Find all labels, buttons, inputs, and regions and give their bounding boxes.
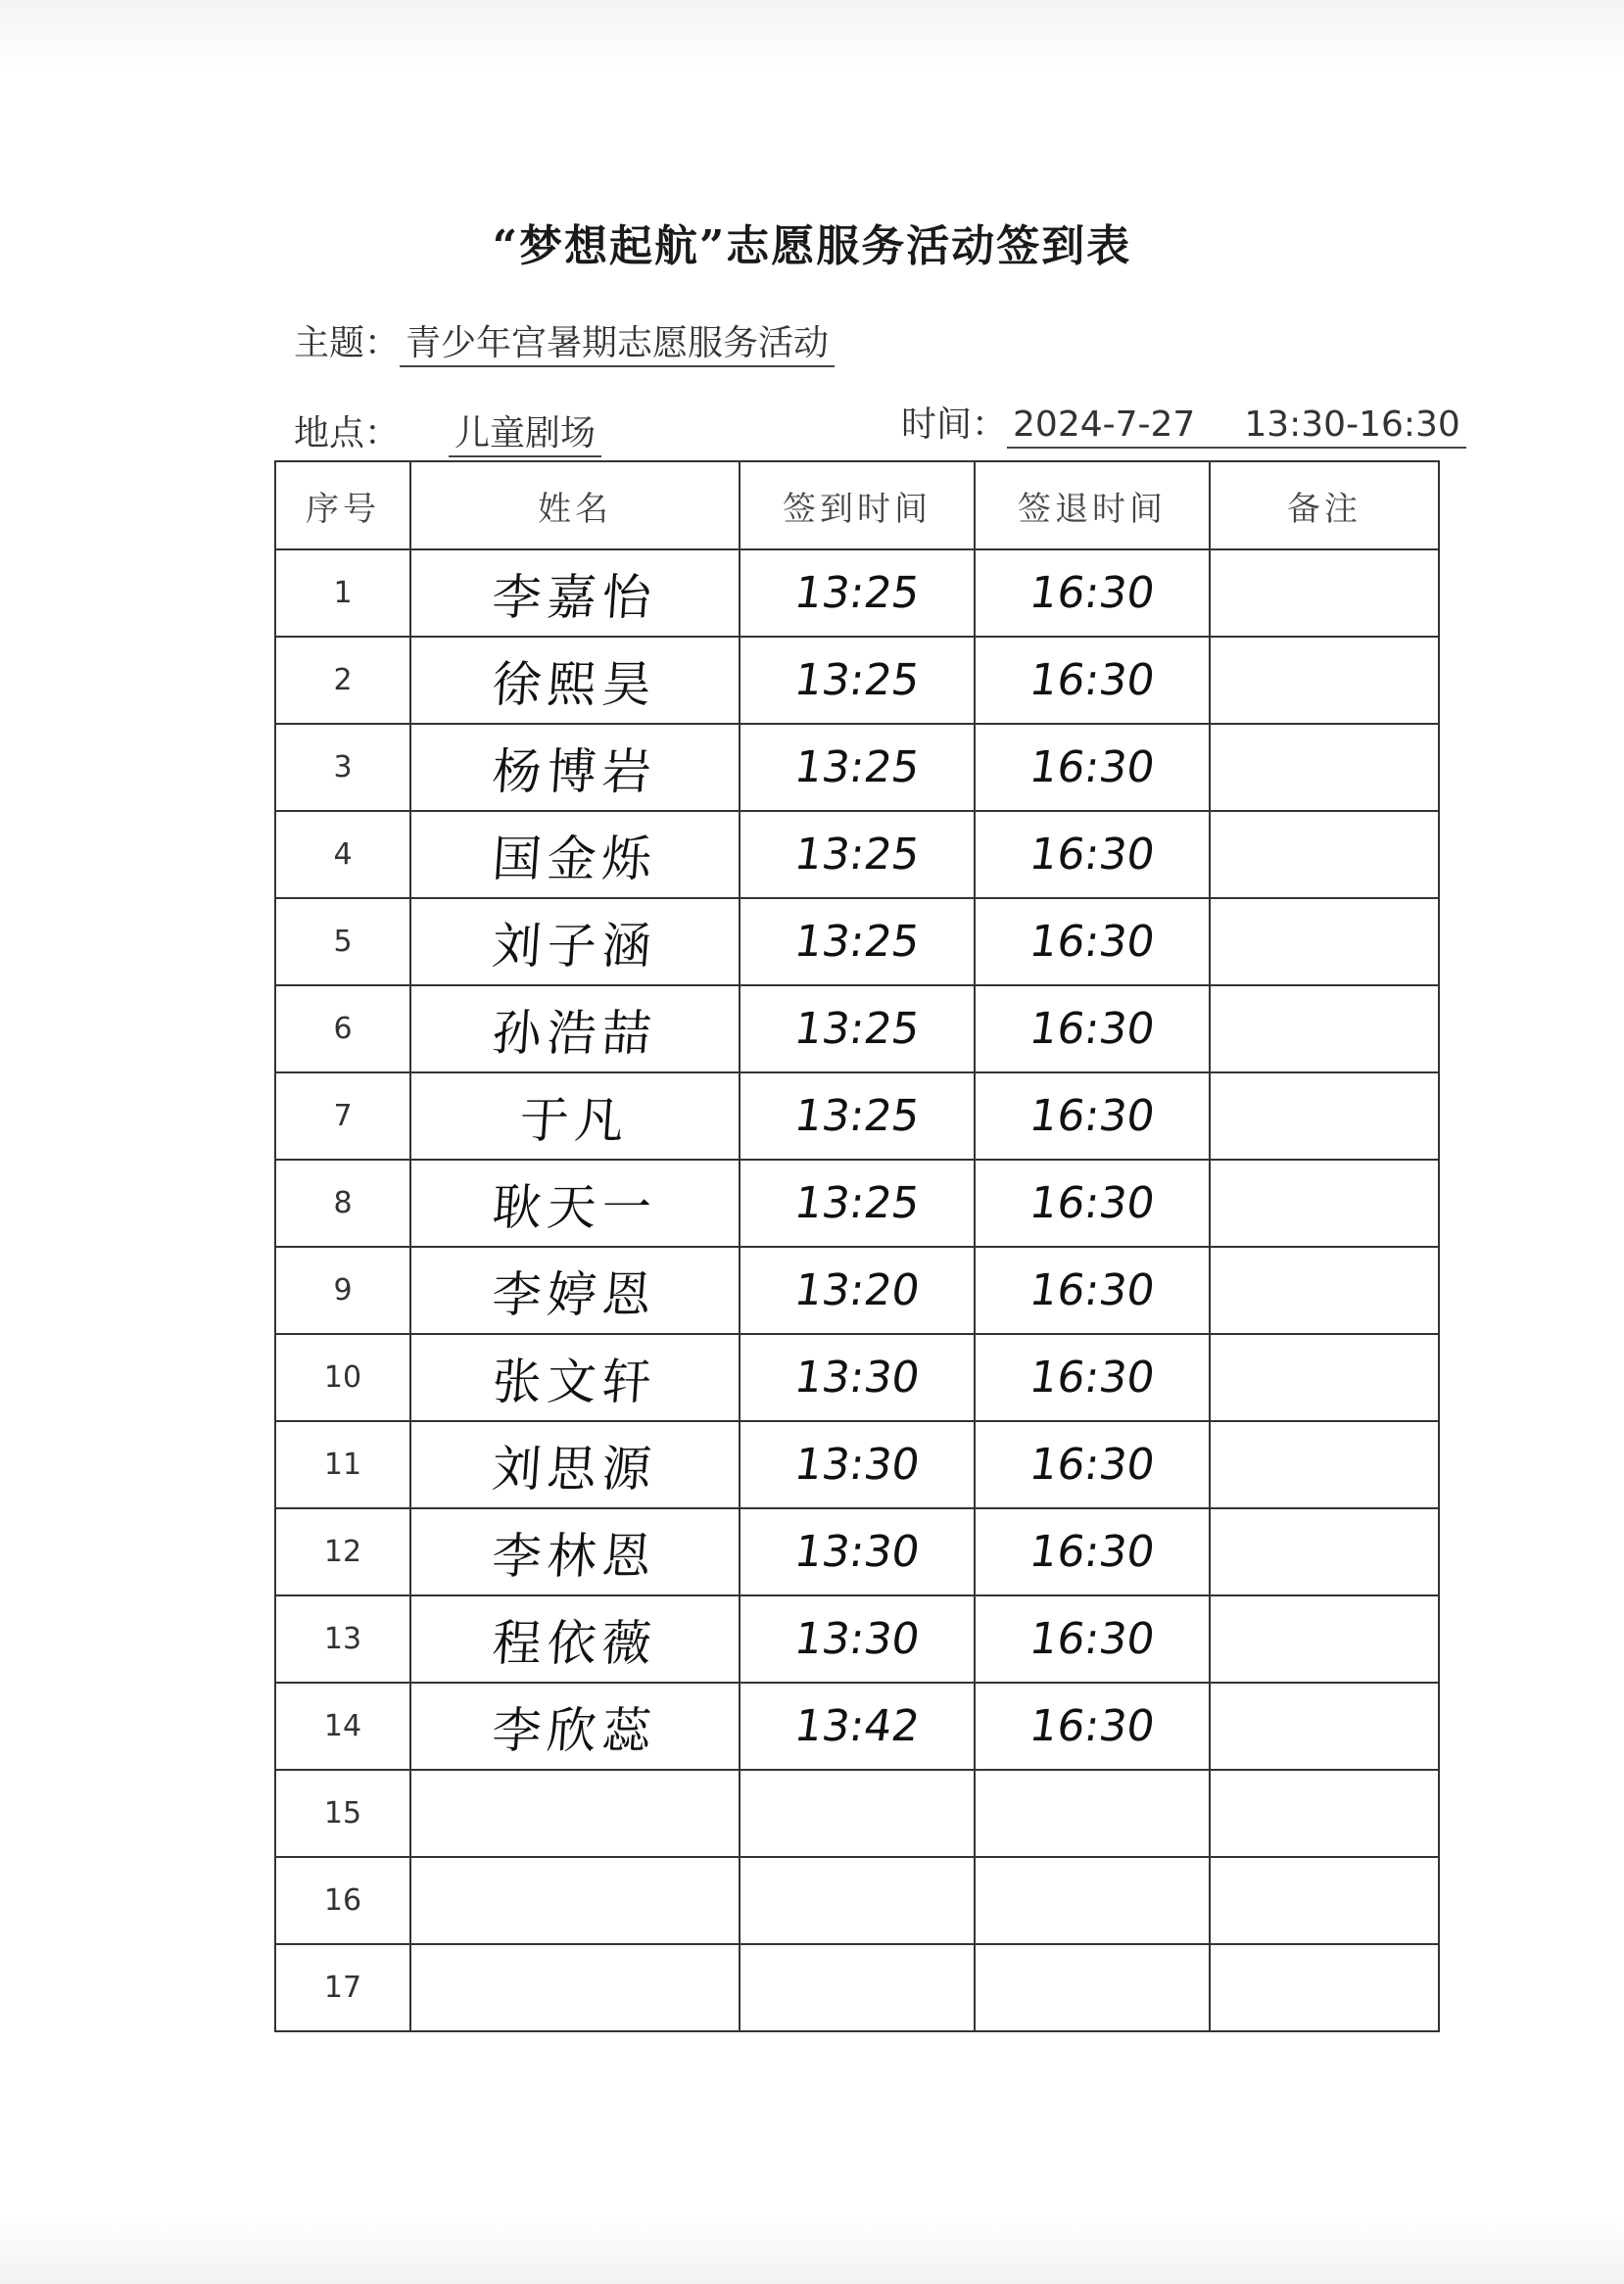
table-row xyxy=(275,1334,1439,1421)
row-seq: 9 xyxy=(275,1247,410,1334)
row-name: 刘思源 xyxy=(407,1421,742,1508)
header-sign-in-time: 签到时间 xyxy=(740,461,975,549)
row-sign-out-time: 16:30 xyxy=(969,1421,1217,1508)
row-sign-in-time: 13:30 xyxy=(734,1508,981,1595)
page-title: “梦想起航”志愿服务活动签到表 xyxy=(492,221,1132,271)
time-line xyxy=(901,397,1466,447)
row-name: 杨博岩 xyxy=(407,724,742,811)
time-range-text: 13:30-16:30 xyxy=(1244,404,1460,445)
row-note xyxy=(1210,637,1439,724)
row-note xyxy=(1210,1421,1439,1508)
row-note xyxy=(1210,724,1439,811)
row-name: 耿天一 xyxy=(407,1160,742,1247)
row-note xyxy=(1210,1683,1439,1770)
table-row xyxy=(275,898,1439,985)
table-row xyxy=(275,1595,1439,1683)
place-line xyxy=(294,405,601,455)
row-sign-in-time: 13:25 xyxy=(734,1160,981,1247)
row-sign-out-time: 16:30 xyxy=(969,898,1217,985)
table-row xyxy=(275,811,1439,898)
table-row xyxy=(275,1421,1439,1508)
row-note xyxy=(1210,1857,1439,1944)
table-header-row xyxy=(275,461,1439,549)
row-sign-in-time: 13:30 xyxy=(734,1334,981,1421)
row-note xyxy=(1210,898,1439,985)
row-sign-in-time xyxy=(734,1944,981,2031)
row-sign-in-time: 13:42 xyxy=(734,1683,981,1770)
table-row xyxy=(275,985,1439,1072)
row-seq: 4 xyxy=(275,811,410,898)
row-sign-out-time xyxy=(969,1944,1217,2031)
row-sign-out-time: 16:30 xyxy=(969,1508,1217,1595)
row-sign-out-time: 16:30 xyxy=(969,985,1217,1072)
row-seq: 2 xyxy=(275,637,410,724)
row-sign-in-time: 13:25 xyxy=(734,898,981,985)
row-note xyxy=(1210,1072,1439,1160)
row-seq: 15 xyxy=(275,1770,410,1857)
row-sign-out-time: 16:30 xyxy=(969,1247,1217,1334)
row-sign-in-time xyxy=(734,1770,981,1857)
row-name xyxy=(407,1857,742,1944)
row-sign-out-time xyxy=(969,1770,1217,1857)
row-sign-out-time xyxy=(969,1857,1217,1944)
row-name xyxy=(407,1944,742,2031)
row-name: 于凡 xyxy=(407,1072,742,1160)
table-row xyxy=(275,1508,1439,1595)
row-sign-out-time: 16:30 xyxy=(969,1160,1217,1247)
row-sign-out-time: 16:30 xyxy=(969,811,1217,898)
row-note xyxy=(1210,1160,1439,1247)
table-row xyxy=(275,1247,1439,1334)
time-label: 时间： xyxy=(901,404,1008,445)
table-row xyxy=(275,1944,1439,2031)
row-note xyxy=(1210,1247,1439,1334)
row-name: 张文轩 xyxy=(407,1334,742,1421)
row-sign-out-time: 16:30 xyxy=(969,637,1217,724)
row-note xyxy=(1210,1595,1439,1683)
row-sign-in-time xyxy=(734,1857,981,1944)
table-row xyxy=(275,1072,1439,1160)
row-name xyxy=(407,1770,742,1857)
row-name: 李欣蕊 xyxy=(407,1683,742,1770)
table-row xyxy=(275,1683,1439,1770)
row-sign-out-time: 16:30 xyxy=(969,549,1217,637)
row-sign-out-time: 16:30 xyxy=(969,1683,1217,1770)
table-row xyxy=(275,549,1439,637)
row-seq: 16 xyxy=(275,1857,410,1944)
table-row xyxy=(275,724,1439,811)
table-row xyxy=(275,637,1439,724)
row-sign-out-time: 16:30 xyxy=(969,1072,1217,1160)
row-name: 李婷恩 xyxy=(407,1247,742,1334)
header-name: 姓名 xyxy=(410,461,740,549)
table-row xyxy=(275,1160,1439,1247)
row-sign-out-time: 16:30 xyxy=(969,724,1217,811)
row-seq: 17 xyxy=(275,1944,410,2031)
table-row xyxy=(275,1770,1439,1857)
theme-line xyxy=(294,315,835,365)
row-sign-out-time: 16:30 xyxy=(969,1595,1217,1683)
row-sign-in-time: 13:25 xyxy=(734,985,981,1072)
header-seq: 序号 xyxy=(275,461,410,549)
row-seq: 12 xyxy=(275,1508,410,1595)
row-name: 国金烁 xyxy=(407,811,742,898)
place-label: 地点： xyxy=(294,413,401,453)
row-name: 徐熙昊 xyxy=(407,637,742,724)
row-seq: 6 xyxy=(275,985,410,1072)
date-text: 2024-7-27 xyxy=(1013,404,1196,445)
table-body xyxy=(275,549,1439,2031)
row-sign-in-time: 13:25 xyxy=(734,549,981,637)
row-name: 程依薇 xyxy=(407,1595,742,1683)
row-name: 李林恩 xyxy=(407,1508,742,1595)
row-seq: 11 xyxy=(275,1421,410,1508)
date-value xyxy=(1007,404,1466,449)
row-sign-in-time: 13:20 xyxy=(734,1247,981,1334)
row-note xyxy=(1210,1944,1439,2031)
row-name: 李嘉怡 xyxy=(407,549,742,637)
row-seq: 8 xyxy=(275,1160,410,1247)
row-seq: 3 xyxy=(275,724,410,811)
header-sign-out-time: 签退时间 xyxy=(975,461,1210,549)
row-sign-in-time: 13:25 xyxy=(734,724,981,811)
row-name: 刘子涵 xyxy=(407,898,742,985)
row-seq: 1 xyxy=(275,549,410,637)
row-sign-in-time: 13:30 xyxy=(734,1421,981,1508)
header-note: 备注 xyxy=(1210,461,1439,549)
theme-label: 主题： xyxy=(294,323,401,363)
row-note xyxy=(1210,1770,1439,1857)
row-seq: 13 xyxy=(275,1595,410,1683)
row-sign-in-time: 13:30 xyxy=(734,1595,981,1683)
table-row xyxy=(275,1857,1439,1944)
row-note xyxy=(1210,1508,1439,1595)
row-name: 孙浩喆 xyxy=(407,985,742,1072)
row-seq: 10 xyxy=(275,1334,410,1421)
row-sign-in-time: 13:25 xyxy=(734,637,981,724)
place-value: 儿童剧场 xyxy=(449,413,601,457)
sign-in-table xyxy=(274,460,1440,2032)
row-note xyxy=(1210,811,1439,898)
row-note xyxy=(1210,1334,1439,1421)
row-note xyxy=(1210,985,1439,1072)
row-sign-in-time: 13:25 xyxy=(734,811,981,898)
row-note xyxy=(1210,549,1439,637)
row-seq: 7 xyxy=(275,1072,410,1160)
row-seq: 14 xyxy=(275,1683,410,1770)
row-seq: 5 xyxy=(275,898,410,985)
row-sign-in-time: 13:25 xyxy=(734,1072,981,1160)
row-sign-out-time: 16:30 xyxy=(969,1334,1217,1421)
theme-value: 青少年宫暑期志愿服务活动 xyxy=(400,323,835,367)
